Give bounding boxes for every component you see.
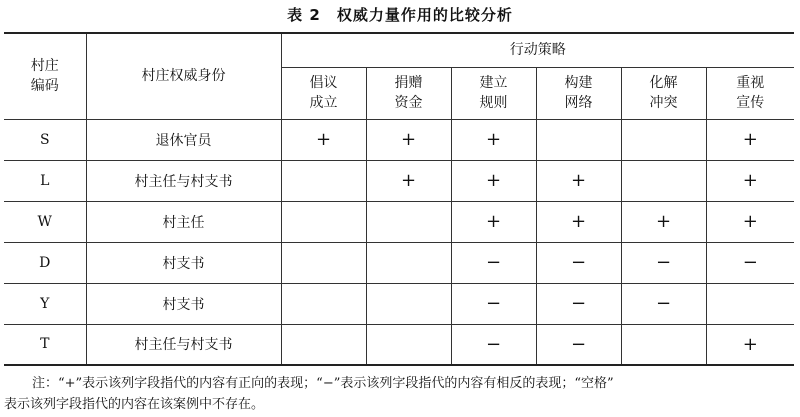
mark-cell [536, 119, 621, 160]
mark-cell [366, 201, 451, 242]
header-strategy: 化解 冲突 [621, 67, 706, 119]
village-code-cell: W [4, 201, 86, 242]
village-code-cell: S [4, 119, 86, 160]
mark-cell: − [451, 242, 536, 283]
mark-cell [366, 324, 451, 365]
identity-cell: 村支书 [86, 283, 281, 324]
mark-cell: + [706, 201, 794, 242]
mark-cell [281, 201, 366, 242]
identity-cell: 村主任与村支书 [86, 324, 281, 365]
mark-cell [281, 242, 366, 283]
mark-cell: − [536, 242, 621, 283]
identity-cell: 退休官员 [86, 119, 281, 160]
village-code-cell: T [4, 324, 86, 365]
table-row [4, 119, 794, 160]
mark-cell: − [621, 283, 706, 324]
header-strategy: 倡议 成立 [281, 67, 366, 119]
mark-cell: − [451, 324, 536, 365]
mark-cell: + [366, 119, 451, 160]
header-strategy: 构建 网络 [536, 67, 621, 119]
mark-cell: − [451, 283, 536, 324]
header-village-code: 村庄 编码 [4, 33, 86, 119]
mark-cell [281, 324, 366, 365]
mark-cell: + [706, 160, 794, 201]
table-row [4, 324, 794, 365]
header-strategy: 建立 规则 [451, 67, 536, 119]
village-code-cell: D [4, 242, 86, 283]
table-row [4, 242, 794, 283]
mark-cell: + [451, 119, 536, 160]
header-strategy: 重视 宣传 [706, 67, 794, 119]
mark-cell [621, 160, 706, 201]
note-line-2: 表示该列字段指代的内容在该案例中不存在。 [4, 397, 265, 412]
mark-cell: − [621, 242, 706, 283]
note-line-1: 注：“+”表示该列字段指代的内容有正向的表现；“−”表示该列字段指代的内容有相反的表现；“空格” [32, 376, 614, 391]
table-row [4, 283, 794, 324]
mark-cell: + [536, 160, 621, 201]
mark-cell: + [621, 201, 706, 242]
mark-cell [281, 283, 366, 324]
table-caption: 表 2 权威力量作用的比较分析 [287, 6, 513, 24]
village-code-cell: L [4, 160, 86, 201]
mark-cell [366, 283, 451, 324]
identity-cell: 村支书 [86, 242, 281, 283]
header-strategy-group: 行动策略 [281, 33, 794, 67]
table-row [4, 201, 794, 242]
comparison-table [4, 32, 794, 366]
mark-cell: + [706, 324, 794, 365]
mark-cell [706, 283, 794, 324]
village-code-cell: Y [4, 283, 86, 324]
mark-cell: − [536, 283, 621, 324]
table-row [4, 160, 794, 201]
mark-cell: + [366, 160, 451, 201]
identity-cell: 村主任 [86, 201, 281, 242]
mark-cell [621, 324, 706, 365]
mark-cell: − [706, 242, 794, 283]
identity-cell: 村主任与村支书 [86, 160, 281, 201]
mark-cell: + [706, 119, 794, 160]
header-identity: 村庄权威身份 [86, 33, 281, 119]
table-note [4, 373, 796, 415]
header-strategy: 捐赠 资金 [366, 67, 451, 119]
mark-cell: − [536, 324, 621, 365]
mark-cell: + [451, 201, 536, 242]
mark-cell: + [536, 201, 621, 242]
header-row-top [4, 33, 794, 67]
mark-cell: + [451, 160, 536, 201]
mark-cell [621, 119, 706, 160]
mark-cell [366, 242, 451, 283]
mark-cell [281, 160, 366, 201]
mark-cell: + [281, 119, 366, 160]
